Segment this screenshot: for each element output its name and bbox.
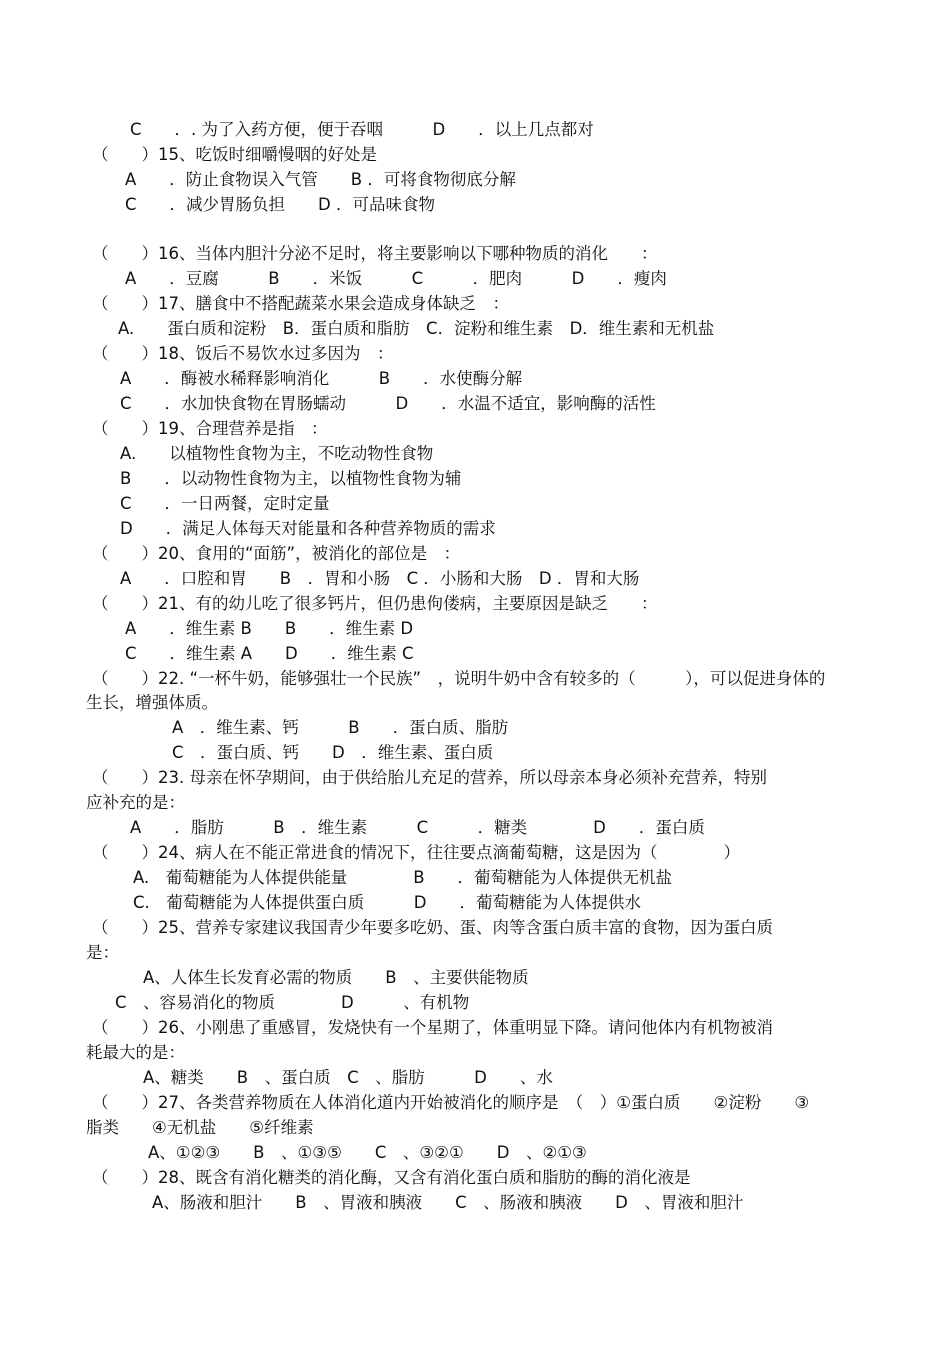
option-line: A、①②③ B 、①③⑤ C 、③②① D 、②①③ xyxy=(148,1143,587,1162)
question-continuation: 应补充的是： xyxy=(86,793,185,812)
option-line: A ．维生素 B B ．维生素 D xyxy=(125,619,414,638)
option-line: A、糖类 B 、蛋白质 C 、脂肪 D 、水 xyxy=(143,1068,553,1087)
option-line: A ．酶被水稀释影响消化 B ．水使酶分解 xyxy=(120,369,523,388)
question-line: （ ）18、饭后不易饮水过多因为 ： xyxy=(92,344,394,363)
option-line: C ．水加快食物在胃肠蠕动 D ．水温不适宜，影响酶的活性 xyxy=(120,394,656,413)
question-line: （ ）22. “一杯牛奶，能够强壮一个民族” ，说明牛奶中含有较多的（ ），可以促进身体的 xyxy=(92,669,826,688)
option-line: A. 葡萄糖能为人体提供能量 B ．葡萄糖能为人体提供无机盐 xyxy=(133,868,673,887)
option-line: A ．脂肪 B ．维生素 C ．糖类 D ．蛋白质 xyxy=(130,818,705,837)
option-line: A ．防止食物误入气管 B ．可将食物彻底分解 xyxy=(125,170,516,189)
question-line: （ ）26、小刚患了重感冒，发烧快有一个星期了，体重明显下降。请问他体内有机物被消 xyxy=(92,1018,773,1037)
option-line: C 、容易消化的物质 D 、有机物 xyxy=(115,993,470,1012)
option-line: C ．减少胃肠负担 D ．可品味食物 xyxy=(125,195,435,214)
option-line: C. 葡萄糖能为人体提供蛋白质 D ．葡萄糖能为人体提供水 xyxy=(133,893,641,912)
option-line: C ．维生素 A D ．维生素 C xyxy=(125,644,414,663)
option-line: A. 以植物性食物为主，不吃动物性食物 xyxy=(120,444,434,463)
option-line: A ．维生素、钙 B ．蛋白质、脂肪 xyxy=(172,718,509,737)
question-continuation: 是： xyxy=(86,943,119,962)
question-continuation: 耗最大的是： xyxy=(86,1043,185,1062)
option-line: D ．满足人体每天对能量和各种营养物质的需求 xyxy=(120,519,496,538)
option-line: A. 蛋白质和淀粉 B．蛋白质和脂肪 C．淀粉和维生素 D．维生素和无机盐 xyxy=(118,319,715,338)
question-continuation: 生长，增强体质。 xyxy=(86,693,218,712)
question-line: （ ）27、各类营养物质在人体消化道内开始被消化的顺序是 （ ）①蛋白质 ②淀粉 ③ xyxy=(92,1093,810,1112)
question-line: （ ）16、当体内胆汁分泌不足时，将主要影响以下哪种物质的消化 ： xyxy=(92,244,658,263)
option-line: B ．以动物性食物为主，以植物性食物为辅 xyxy=(120,469,462,488)
text-line: C ．. 为了入药方便，便于吞咽 D ．以上几点都对 xyxy=(130,120,594,139)
question-line: （ ）21、有的幼儿吃了很多钙片，但仍患佝偻病，主要原因是缺乏 ： xyxy=(92,594,658,613)
option-line: A ．口腔和胃 B ．胃和小肠 C ．小肠和大肠 D ．胃和大肠 xyxy=(120,569,640,588)
option-line: A ．豆腐 B ．米饭 C ．肥肉 D ．瘦肉 xyxy=(125,269,667,288)
option-line: A、肠液和胆汁 B 、胃液和胰液 C 、肠液和胰液 D 、胃液和胆汁 xyxy=(152,1193,744,1212)
question-line: （ ）15、吃饭时细嚼慢咽的好处是 xyxy=(92,145,377,164)
question-line: （ ）17、膳食中不搭配蔬菜水果会造成身体缺乏 ： xyxy=(92,294,509,313)
question-line: （ ）28、既含有消化糖类的消化酶，又含有消化蛋白质和脂肪的酶的消化液是 xyxy=(92,1168,691,1187)
question-line: （ ）23. 母亲在怀孕期间，由于供给胎儿充足的营养，所以母亲本身必须补充营养，特别 xyxy=(92,768,767,787)
question-line: （ ）24、病人在不能正常进食的情况下，往往要点滴葡萄糖，这是因为（ ） xyxy=(92,843,740,862)
option-line: C ．一日两餐，定时定量 xyxy=(120,494,330,513)
question-line: （ ）25、营养专家建议我国青少年要多吃奶、蛋、肉等含蛋白质丰富的食物，因为蛋白质 xyxy=(92,918,773,937)
option-line: A、人体生长发育必需的物质 B 、主要供能物质 xyxy=(143,968,529,987)
question-line: （ ）20、食用的“面筋”，被消化的部位是 ： xyxy=(92,544,461,563)
option-line: C ．蛋白质、钙 D ．维生素、蛋白质 xyxy=(172,743,494,762)
question-line: （ ）19、合理营养是指 ： xyxy=(92,419,328,438)
question-continuation: 脂类 ④无机盐 ⑤纤维素 xyxy=(86,1118,314,1137)
